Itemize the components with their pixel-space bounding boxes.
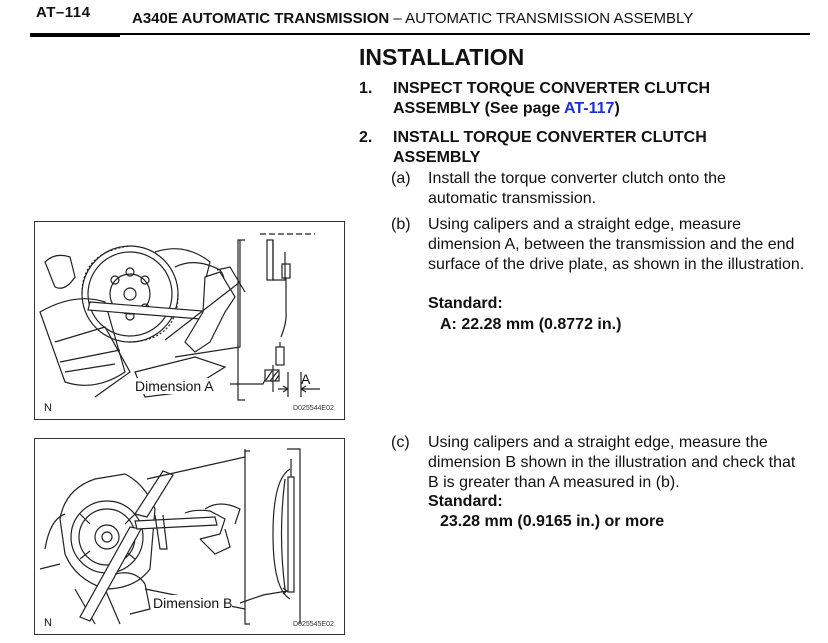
header-subsection: AUTOMATIC TRANSMISSION ASSEMBLY bbox=[405, 10, 694, 27]
header-rule bbox=[30, 33, 810, 35]
page-link[interactable]: AT-117 bbox=[564, 100, 615, 117]
figure-code: D025544E02 bbox=[293, 405, 334, 412]
figure-dimension-a bbox=[34, 221, 345, 420]
section-heading: INSTALLATION bbox=[359, 44, 525, 70]
standard-label: Standard: bbox=[428, 295, 503, 312]
header-section: A340E AUTOMATIC TRANSMISSION bbox=[132, 10, 390, 27]
header-title bbox=[132, 10, 693, 27]
substep-text: Using calipers and a straight edge, measure dimension A, between the transmission and the end surface of the drive plate, as shown in the illustration. bbox=[428, 216, 805, 273]
orientation-label: N bbox=[44, 402, 52, 414]
figure-code: D025545E02 bbox=[293, 621, 334, 628]
substep-text: Install the torque converter clutch onto the automatic transmission. bbox=[428, 170, 726, 207]
substep-text: Using calipers and a straight edge, measure the dimension B shown in the illustration and check that B is greater than A measured in (b). bbox=[428, 434, 796, 491]
standard-label: Standard: bbox=[428, 493, 503, 510]
step-text bbox=[393, 79, 773, 119]
figure-dimension-b bbox=[34, 438, 345, 635]
orientation-label: N bbox=[44, 617, 52, 629]
page-number: AT–114 bbox=[36, 4, 91, 21]
standard-value: A: 22.28 mm (0.8772 in.) bbox=[440, 316, 622, 333]
dimension-letter: A bbox=[301, 371, 311, 387]
step-1-suffix: ) bbox=[614, 100, 620, 117]
substep-label: (b) bbox=[391, 216, 411, 233]
substep-label: (a) bbox=[391, 170, 411, 187]
dimension-b-callout: Dimension B bbox=[153, 595, 233, 611]
header-separator: – bbox=[393, 10, 402, 27]
substep-label: (c) bbox=[391, 434, 410, 451]
dimension-a-callout: Dimension A bbox=[135, 378, 214, 394]
step-text: INSTALL TORQUE CONVERTER CLUTCH ASSEMBLY bbox=[393, 129, 707, 166]
step-number: 1. bbox=[359, 80, 373, 97]
step-1-label: INSPECT TORQUE CONVERTER CLUTCH ASSEMBLY (See page bbox=[393, 80, 711, 117]
standard-value: 23.28 mm (0.9165 in.) or more bbox=[440, 513, 665, 530]
step-number: 2. bbox=[359, 129, 373, 146]
